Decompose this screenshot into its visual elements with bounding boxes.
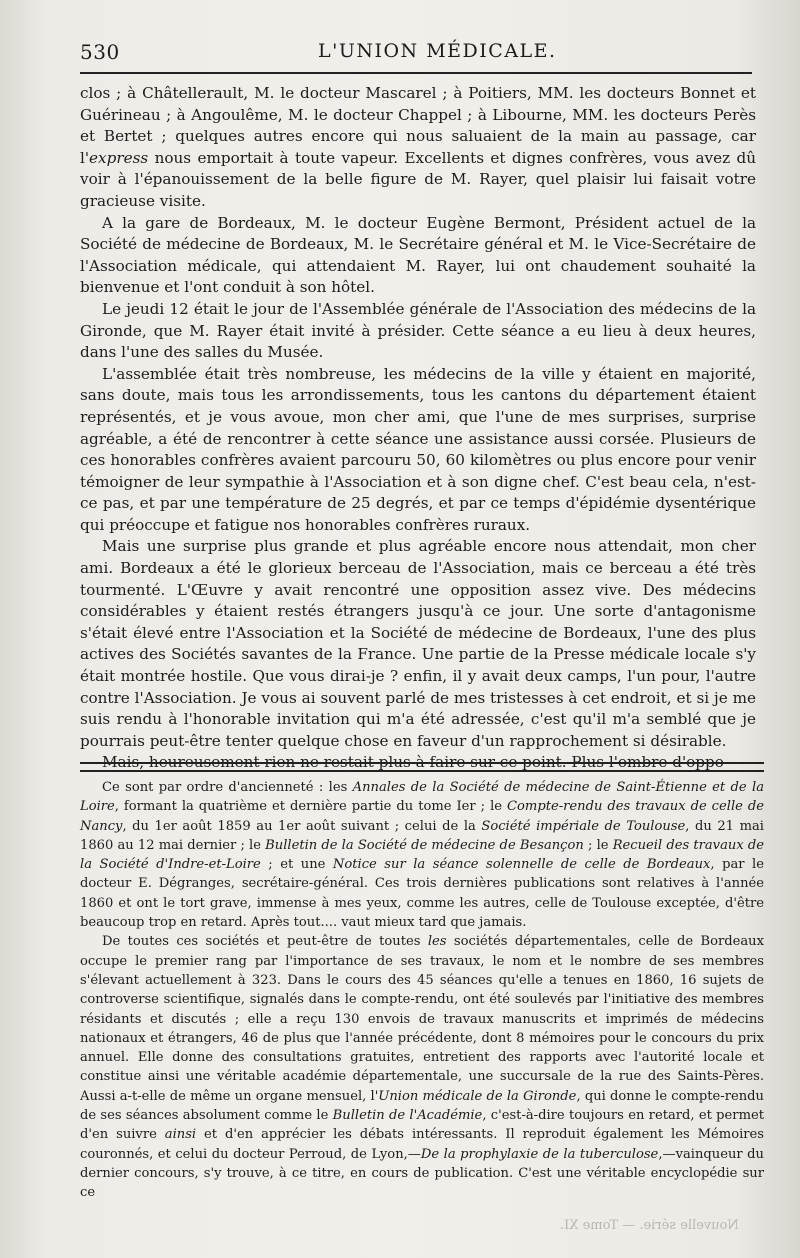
running-header [80, 36, 750, 66]
footnote-paragraph-2: De toutes ces sociétés et peut-être de toutes les sociétés départementales, celle de Bordeaux occupe le premier rang par l'importance de ses travaux, le nom et le nombre de ses membres s'élevant actuellement à 323. Dans le cours des 45 séances qu'elle a tenues en 1860, 16 sujets de controverse scientifique, signalés dans le compte-rendu, ont été soulevés par l'initiative des membres résidants et discutés ; elle a reçu 130 envois de travaux manuscrits et imprimés de médecins nationaux et étrangers, 46 de plus que l'année précédente, dont 8 mémoires pour le concours du prix annuel. Elle donne des consultations gratuites, entretient des rapports avec l'autorité locale et constitue ainsi une véritable académie départementale, une succursale de la rue des Saints-Pères. Aussi a-t-elle de même un organe mensuel, l'Union médicale de la Gironde, qui donne le compte-rendu de ses séances absolument comme le Bulletin de l'Académie, c'est-à-dire toujours en retard, et permet d'en suivre ainsi et d'en apprécier les débats intéressants. Il reproduit également les Mémoires couronnés, et celui du docteur Perroud, de Lyon,—De la prophylaxie de la tuberculose,—vainqueur du dernier concours, s'y trouve, à ce titre, en cours de publication. C'est une véritable encyclopédie sur ce [80, 934, 765, 1201]
paragraph-6: Mais, heureusement rien ne restait plus à faire sur ce point. Plus l'ombre d'oppo- [102, 753, 730, 772]
main-text [80, 83, 756, 774]
paragraph-3: Le jeudi 12 était le jour de l'Assemblée générale de l'Association des médecins de la Gironde, que M. Rayer était invité à présider. Cette séance a eu lieu à deux heures, dans l'une des salles du Musée. [80, 299, 756, 362]
footnotes [80, 778, 764, 1203]
header-rule [80, 72, 752, 74]
running-title: L'UNION MÉDICALE. [318, 40, 557, 62]
page-number: 530 [80, 40, 120, 64]
bleed-through-text: Nouvelle série. — Tome XI. [560, 1218, 739, 1233]
paragraph-5: Mais une surprise plus grande et plus agréable encore nous attendait, mon cher ami. Bordeaux a été le glorieux berceau de l'Association, mais ce berceau a été très tourmenté. L'Œuvre y avait rencontré une opposition assez vive. Des médecins considérables y étaient restés étrangers jusqu'à ce jour. Une sorte d'antagonisme s'était élevé entre l'Association et la Société de médecine de Bordeaux, l'une des plus actives des Sociétés savantes de la France. Une partie de la Presse médicale locale s'y était montrée hostile. Que vous dirai-je ? enfin, il y avait deux camps, l'un pour, l'autre contre l'Association. Je vous ai souvent parlé de mes tristesses à cet endroit, et si je me suis rendu à l'honorable invitation qui m'a été adressée, c'est qu'il m'a semblé que je pourrais peut-être tenter quelque chose en faveur d'un rapprochement si désirable. [80, 537, 756, 750]
paragraph-1: clos ; à Châtellerault, M. le docteur Mascarel ; à Poitiers, MM. les docteurs Bonnet et Guérineau ; à Angoulême, M. le docteur Chappel ; à Libourne, MM. les docteurs Perès et Bertet ; quelques autres encore qui nous saluaient de la main au passage, car l'express nous emportait à toute vapeur. Excellents et dignes confrères, vous avez dû voir à l'épanouissement de la belle figure de M. Rayer, quel plaisir lui faisait votre gracieuse visite. [80, 84, 756, 210]
footnote-separator [80, 762, 764, 772]
footnote-paragraph-1: Ce sont par ordre d'ancienneté : les Annales de la Société de médecine de Saint-Étienne et de la Loire, formant la quatrième et dernière partie du tome Ier ; le Compte-rendu des travaux de celle de Nancy, du 1er août 1859 au 1er août suivant ; celui de la Société impériale de Toulouse, du 21 mai 1860 au 12 mai dernier ; le Bulletin de la Société de médecine de Besançon ; le Recueil des travaux de la Société d'Indre-et-Loire ; et une Notice sur la séance solennelle de celle de Bordeaux, par le docteur E. Dégranges, secrétaire-général. Ces trois dernières publications sont relatives à l'année 1860 et ont le tort grave, immense à mes yeux, comme les autres, celle de Toulouse exceptée, d'être beaucoup trop en retard. Après tout.... vaut mieux tard que jamais. [80, 780, 765, 931]
paragraph-2: A la gare de Bordeaux, M. le docteur Eugène Bermont, Président actuel de la Société de médecine de Bordeaux, M. le Secrétaire général et M. le Vice-Secrétaire de l'Association médicale, qui attendaient M. Rayer, lui ont chaudement souhaité la bienvenue et l'ont conduit à son hôtel. [80, 213, 756, 297]
paragraph-4: L'assemblée était très nombreuse, les médecins de la ville y étaient en majorité, sans doute, mais tous les arrondissements, tous les cantons du département étaient représentés, et je vous avoue, mon cher ami, que l'une de mes surprises, surprise agréable, a été de rencontrer à cette séance une assistance aussi corsée. Plusieurs de ces honorables confrères avaient parcouru 50, 60 kilomètres ou plus encore pour venir témoigner de leur sympathie à l'Association et à son digne chef. C'est beau cela, n'est-ce pas, et par une température de 25 degrés, et par ce temps d'épidémie dysentérique qui préoccupe et fatigue nos honorables confrères ruraux. [80, 364, 756, 534]
